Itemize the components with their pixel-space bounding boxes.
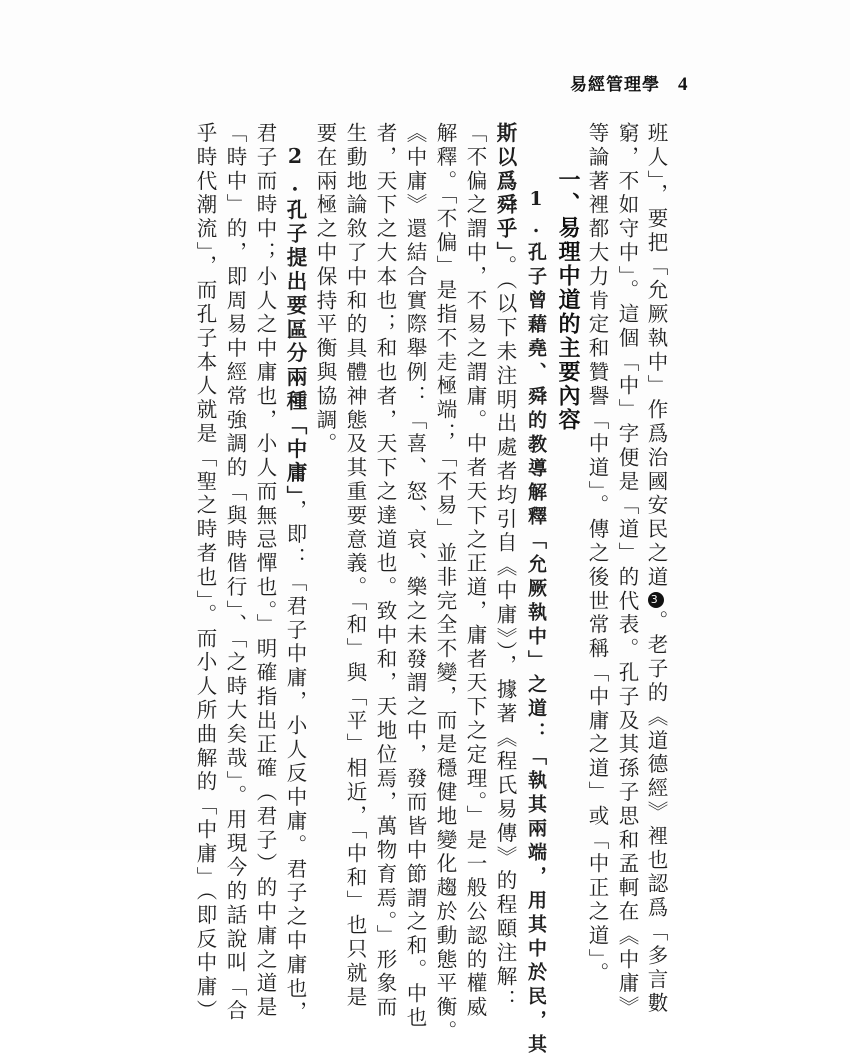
text-column: 「時中」的，即周易中經常強調的「與時偕行」、「之時大矣哉」。用現今的話說叫「合 [223,122,247,1024]
text-run: ，即：「君子中庸，小人反中庸。君子之中庸也， [283,499,307,1026]
footnote-reference[interactable]: 3 [648,592,664,608]
text-run: 。（以下未注明出處者均引自《中庸》），據著《程氏易傳》的程頤注解： [493,255,517,1014]
text-run: 班人」，要把「允厥執中」作爲治國安民之道 [644,122,668,590]
text-column: 要在兩極之中保持平衡與協調。 [313,122,337,457]
text-column-intro-2: 窮，不如守中」。這個「中」字便是「道」的代表。孔子及其孫子思和孟軻在《中庸》 [615,122,639,1020]
text-column: 生動地論敘了中和的具體神態及其重要意義。「和」與「平」相近，「中和」也只就是 [343,122,367,1010]
text-column: 「不偏之謂中，不易之謂庸。中者天下之正道，庸者天下之定理。」是一般公認的權威 [463,122,487,1020]
item1-second-column [491,122,519,1013]
text-column: 解釋。「不偏」是指不走極端；「不易」並非完全不變，而是穩健地變化趨於動態平衡。 [433,122,457,1044]
quote-run: 2.孔子提出要區分兩種「中庸」 [283,144,307,500]
text-column: 《中庸》還結合實際舉例：「喜、怒、哀、樂之未發謂之中，發而皆中節謂之和。中也 [403,122,427,1031]
quote-run: 斯以爲舜乎」 [493,122,517,256]
text-column: 者，天下之大本也；和也者，天下之達道也。致中和，天地位焉，萬物育焉。」形象而 [373,122,397,1020]
item2-first-column [281,144,309,1025]
book-title: 易經管理學 [570,75,660,95]
section-heading: 一、易理中道的主要內容 [555,168,580,432]
text-column-intro-3: 等論著裡都大力肯定和贊譽「中道」。傳之後世常稱「中庸之道」或「中正之道」。 [585,122,609,986]
text-column-intro-1 [642,122,670,1016]
page-number: 4 [678,74,689,95]
text-run: 。老子的《道德經》裡也認爲「多言數 [644,609,668,1017]
text-column: 乎時代潮流」，而孔子本人就是「聖之時者也」。而小人所曲解的「中庸」（即反中庸） [193,122,217,1024]
running-header [570,70,689,96]
text-column: 君子而時中；小人之中庸也，小人而無忌憚也。」明確指出正確（君子）的中庸之道是 [253,122,277,1020]
item1-first-column: 1.孔子曾藉堯、舜的教導解釋「允厥執中」之道：「執其兩端，用其中於民，其 [525,188,547,1058]
